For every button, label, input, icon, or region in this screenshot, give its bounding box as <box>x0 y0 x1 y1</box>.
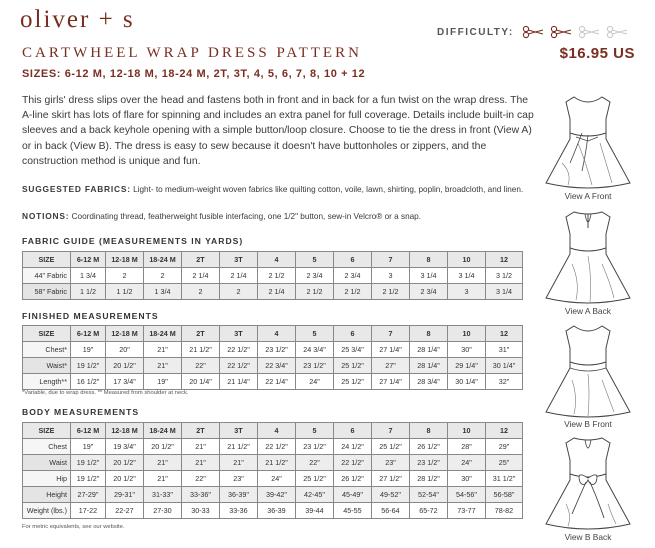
column-header: SIZE <box>23 423 71 439</box>
table-cell: 31" <box>486 342 523 358</box>
caption-view-b-front: View B Front <box>564 419 612 429</box>
table-cell: 20 1/2" <box>106 471 144 487</box>
table-cell: 21 1/4" <box>220 374 258 390</box>
table-cell: 27 1/4" <box>372 374 410 390</box>
scissors-icon <box>550 25 572 39</box>
column-header: 6 <box>334 326 372 342</box>
table-cell: 19" <box>144 374 182 390</box>
table-cell: 28 1/2" <box>410 471 448 487</box>
column-header: 6 <box>334 423 372 439</box>
table-cell: 32" <box>486 374 523 390</box>
dress-view-a-front-icon <box>542 93 634 191</box>
table-row <box>23 268 523 284</box>
table-cell: 30" <box>448 471 486 487</box>
dress-view-b-back-icon <box>542 434 634 532</box>
table-header-row <box>23 326 523 342</box>
row-label: 44" Fabric <box>23 268 71 284</box>
table-header-row <box>23 252 523 268</box>
table-cell: 24" <box>258 471 296 487</box>
column-header: 4 <box>258 423 296 439</box>
table-cell: 22-27 <box>106 503 144 519</box>
column-header: 2T <box>182 326 220 342</box>
table-cell: 56-58" <box>486 487 523 503</box>
table-cell: 22 1/2" <box>220 358 258 374</box>
table-cell: 1 3/4 <box>144 284 182 300</box>
column-header: 5 <box>296 252 334 268</box>
price: $16.95 US <box>559 45 635 62</box>
table-cell: 2 <box>182 284 220 300</box>
table-cell: 28 3/4" <box>410 374 448 390</box>
table-cell: 36-39 <box>258 503 296 519</box>
difficulty-scissors <box>522 25 628 39</box>
table-cell: 30 1/4" <box>448 374 486 390</box>
table-cell: 23" <box>220 471 258 487</box>
pattern-title: CARTWHEEL WRAP DRESS PATTERN <box>22 45 362 61</box>
row-label: 58" Fabric <box>23 284 71 300</box>
table-cell: 3 <box>448 284 486 300</box>
table-cell: 36-39" <box>220 487 258 503</box>
table-cell: 16 1/2" <box>71 374 106 390</box>
table-cell: 20 1/2" <box>144 439 182 455</box>
column-header: 8 <box>410 252 448 268</box>
caption-view-b-back: View B Back <box>564 532 612 542</box>
table-cell: 2 3/4 <box>334 268 372 284</box>
table-cell: 24 1/2" <box>334 439 372 455</box>
table-cell: 21" <box>182 439 220 455</box>
table-cell: 24" <box>296 374 334 390</box>
table-cell: 25 1/2" <box>372 439 410 455</box>
table-cell: 31-33" <box>144 487 182 503</box>
table-cell: 30" <box>448 342 486 358</box>
table-cell: 25 3/4" <box>334 342 372 358</box>
table-cell: 19 1/2" <box>71 358 106 374</box>
table-cell: 1 3/4 <box>71 268 106 284</box>
row-label: Weight (lbs.) <box>23 503 71 519</box>
table-cell: 23" <box>372 455 410 471</box>
row-label: Length** <box>23 374 71 390</box>
column-header: 2T <box>182 252 220 268</box>
row-label: Waist* <box>23 358 71 374</box>
column-header: 6-12 M <box>71 252 106 268</box>
table-cell: 78-82 <box>486 503 523 519</box>
column-header: 18-24 M <box>144 326 182 342</box>
column-header: 12 <box>486 326 523 342</box>
brand-logo: oliver + s <box>20 6 135 33</box>
column-header: 6 <box>334 252 372 268</box>
table-cell: 2 1/2 <box>296 284 334 300</box>
table-cell: 31 1/2" <box>486 471 523 487</box>
table-cell: 39-44 <box>296 503 334 519</box>
table-cell: 22 1/2" <box>220 342 258 358</box>
dress-view-b-front-icon <box>542 322 634 420</box>
table-cell: 42-45" <box>296 487 334 503</box>
table-cell: 24 3/4" <box>296 342 334 358</box>
table-cell: 2 <box>106 268 144 284</box>
suggested-fabrics-label: SUGGESTED FABRICS: <box>22 184 131 194</box>
table-cell: 27" <box>372 358 410 374</box>
table-row <box>23 503 523 519</box>
table-cell: 3 <box>372 268 410 284</box>
table-cell: 21 1/2" <box>182 342 220 358</box>
column-header: 3T <box>220 423 258 439</box>
table-row <box>23 358 523 374</box>
table-cell: 21" <box>182 455 220 471</box>
column-header: 12 <box>486 423 523 439</box>
column-header: SIZE <box>23 252 71 268</box>
table-cell: 45-55 <box>334 503 372 519</box>
row-label: Height <box>23 487 71 503</box>
table-row <box>23 439 523 455</box>
row-label: Waist <box>23 455 71 471</box>
column-header: 5 <box>296 423 334 439</box>
table-row <box>23 374 523 390</box>
table-cell: 56-64 <box>372 503 410 519</box>
caption-view-a-front: View A Front <box>564 191 612 201</box>
table-cell: 28 1/4" <box>410 342 448 358</box>
table-cell: 19 1/2" <box>71 455 106 471</box>
table-cell: 2 <box>220 284 258 300</box>
table-cell: 3 1/4 <box>410 268 448 284</box>
table-cell: 3 1/4 <box>448 268 486 284</box>
table-cell: 23 1/2" <box>410 455 448 471</box>
table-cell: 45-49" <box>334 487 372 503</box>
table-header-row <box>23 423 523 439</box>
column-header: 18-24 M <box>144 423 182 439</box>
column-header: 12-18 M <box>106 423 144 439</box>
table-cell: 22" <box>296 455 334 471</box>
table-row <box>23 455 523 471</box>
caption-view-a-back: View A Back <box>565 306 611 316</box>
table-row <box>23 342 523 358</box>
table-cell: 2 3/4 <box>296 268 334 284</box>
table-cell: 73-77 <box>448 503 486 519</box>
row-label: Chest <box>23 439 71 455</box>
table-cell: 20 1/2" <box>106 455 144 471</box>
table-cell: 2 1/4 <box>220 268 258 284</box>
table-cell: 23 1/2" <box>296 439 334 455</box>
fabric-guide-table <box>22 251 523 300</box>
table-cell: 22 1/2" <box>334 455 372 471</box>
table-cell: 17 3/4" <box>106 374 144 390</box>
table-cell: 21 1/2" <box>220 439 258 455</box>
difficulty-label: DIFFICULTY: <box>437 26 514 38</box>
table-cell: 39-42" <box>258 487 296 503</box>
column-header: 18-24 M <box>144 252 182 268</box>
table-cell: 30-33 <box>182 503 220 519</box>
table-cell: 19" <box>71 439 106 455</box>
table-cell: 21 1/2" <box>258 455 296 471</box>
table-cell: 21" <box>144 455 182 471</box>
table-cell: 20 1/4" <box>182 374 220 390</box>
column-header: 3T <box>220 252 258 268</box>
table-cell: 21" <box>220 455 258 471</box>
table-cell: 29 1/4" <box>448 358 486 374</box>
body-footnote: For metric equivalents, see our website. <box>22 524 125 530</box>
scissors-icon <box>606 25 628 39</box>
table-cell: 54-56" <box>448 487 486 503</box>
table-cell: 23 1/2" <box>258 342 296 358</box>
column-header: 7 <box>372 423 410 439</box>
table-cell: 28 1/4" <box>410 358 448 374</box>
table-cell: 2 1/2 <box>372 284 410 300</box>
table-cell: 22 1/4" <box>258 374 296 390</box>
finished-footnote: *Variable, due to wrap dress. ** Measured from shoulder at neck. <box>22 390 189 396</box>
body-measurements-table <box>22 422 523 519</box>
table-cell: 33-36" <box>182 487 220 503</box>
column-header: 6-12 M <box>71 326 106 342</box>
table-cell: 19 1/2" <box>71 471 106 487</box>
table-cell: 19 3/4" <box>106 439 144 455</box>
table-cell: 25 1/2" <box>334 358 372 374</box>
column-header: 12-18 M <box>106 252 144 268</box>
column-header: 10 <box>448 326 486 342</box>
table-cell: 2 3/4 <box>410 284 448 300</box>
table-cell: 20 1/2" <box>106 358 144 374</box>
table-cell: 24" <box>448 455 486 471</box>
notions-label: NOTIONS: <box>22 211 70 221</box>
sizes-line: SIZES: 6-12 M, 12-18 M, 18-24 M, 2T, 3T, 4, 5, 6, 7, 8, 10 + 12 <box>22 68 366 80</box>
column-header: 6-12 M <box>71 423 106 439</box>
finished-measurements-title: FINISHED MEASUREMENTS <box>22 311 159 321</box>
notions-text: Coordinating thread, featherweight fusible interfacing, one 1/2" button, sew-in Velcro® or a snap. <box>69 212 422 221</box>
row-label: Chest* <box>23 342 71 358</box>
column-header: 7 <box>372 252 410 268</box>
table-cell: 25 1/2" <box>296 471 334 487</box>
table-cell: 21" <box>144 471 182 487</box>
table-cell: 27-30 <box>144 503 182 519</box>
table-cell: 52-54" <box>410 487 448 503</box>
table-cell: 29" <box>486 439 523 455</box>
table-row <box>23 471 523 487</box>
column-header: 8 <box>410 423 448 439</box>
table-cell: 2 1/2 <box>334 284 372 300</box>
notions <box>22 210 534 223</box>
column-header: 5 <box>296 326 334 342</box>
table-cell: 3 1/4 <box>486 284 523 300</box>
table-cell: 20" <box>106 342 144 358</box>
scissors-icon <box>578 25 600 39</box>
column-header: 2T <box>182 423 220 439</box>
column-header: 8 <box>410 326 448 342</box>
column-header: 4 <box>258 326 296 342</box>
table-cell: 25 1/2" <box>334 374 372 390</box>
column-header: SIZE <box>23 326 71 342</box>
column-header: 10 <box>448 423 486 439</box>
table-cell: 27-29" <box>71 487 106 503</box>
table-cell: 3 1/2 <box>486 268 523 284</box>
table-cell: 23 1/2" <box>296 358 334 374</box>
table-cell: 27 1/4" <box>372 342 410 358</box>
table-cell: 30 1/4" <box>486 358 523 374</box>
table-cell: 28" <box>448 439 486 455</box>
table-row <box>23 487 523 503</box>
dress-view-a-back-icon <box>542 208 634 306</box>
fabric-guide-title: FABRIC GUIDE (MEASUREMENTS IN YARDS) <box>22 236 244 246</box>
column-header: 12 <box>486 252 523 268</box>
table-cell: 26 1/2" <box>334 471 372 487</box>
table-cell: 19" <box>71 342 106 358</box>
column-header: 10 <box>448 252 486 268</box>
table-cell: 26 1/2" <box>410 439 448 455</box>
column-header: 7 <box>372 326 410 342</box>
table-cell: 33-36 <box>220 503 258 519</box>
table-cell: 2 1/4 <box>258 284 296 300</box>
table-cell: 22 3/4" <box>258 358 296 374</box>
table-cell: 1 1/2 <box>106 284 144 300</box>
table-cell: 17-22 <box>71 503 106 519</box>
column-header: 4 <box>258 252 296 268</box>
scissors-icon <box>522 25 544 39</box>
table-cell: 25" <box>486 455 523 471</box>
table-cell: 22 1/2" <box>258 439 296 455</box>
difficulty-rating <box>437 25 628 39</box>
table-cell: 2 1/4 <box>182 268 220 284</box>
table-row <box>23 284 523 300</box>
row-label: Hip <box>23 471 71 487</box>
table-cell: 27 1/2" <box>372 471 410 487</box>
table-cell: 65-72 <box>410 503 448 519</box>
suggested-fabrics-text: Light- to medium-weight woven fabrics like quilting cotton, voile, lawn, shirting, poplin, broadcloth, and linen. <box>130 185 524 194</box>
table-cell: 29-31" <box>106 487 144 503</box>
table-cell: 22" <box>182 358 220 374</box>
suggested-fabrics <box>22 183 534 196</box>
table-cell: 21" <box>144 358 182 374</box>
column-header: 12-18 M <box>106 326 144 342</box>
table-cell: 22" <box>182 471 220 487</box>
table-cell: 1 1/2 <box>71 284 106 300</box>
table-cell: 2 <box>144 268 182 284</box>
column-header: 3T <box>220 326 258 342</box>
table-cell: 21" <box>144 342 182 358</box>
table-cell: 2 1/2 <box>258 268 296 284</box>
finished-measurements-table <box>22 325 523 390</box>
body-measurements-title: BODY MEASUREMENTS <box>22 407 140 417</box>
description: This girls' dress slips over the head and fastens both in front and in back for a fun twist on the wrap dress. The A-line skirt has lots of flare for spinning and includes an extra panel for full coverage. Details include built-in cap sleeves and a back keyhole opening with a simple button/loop closure. Choose to tie the dress in front (View A) or in back (View B). The dress is easy to sew because it doesn't have buttonholes or zippers, and the construction method is unique and fun. <box>22 95 534 167</box>
table-cell: 49-52" <box>372 487 410 503</box>
